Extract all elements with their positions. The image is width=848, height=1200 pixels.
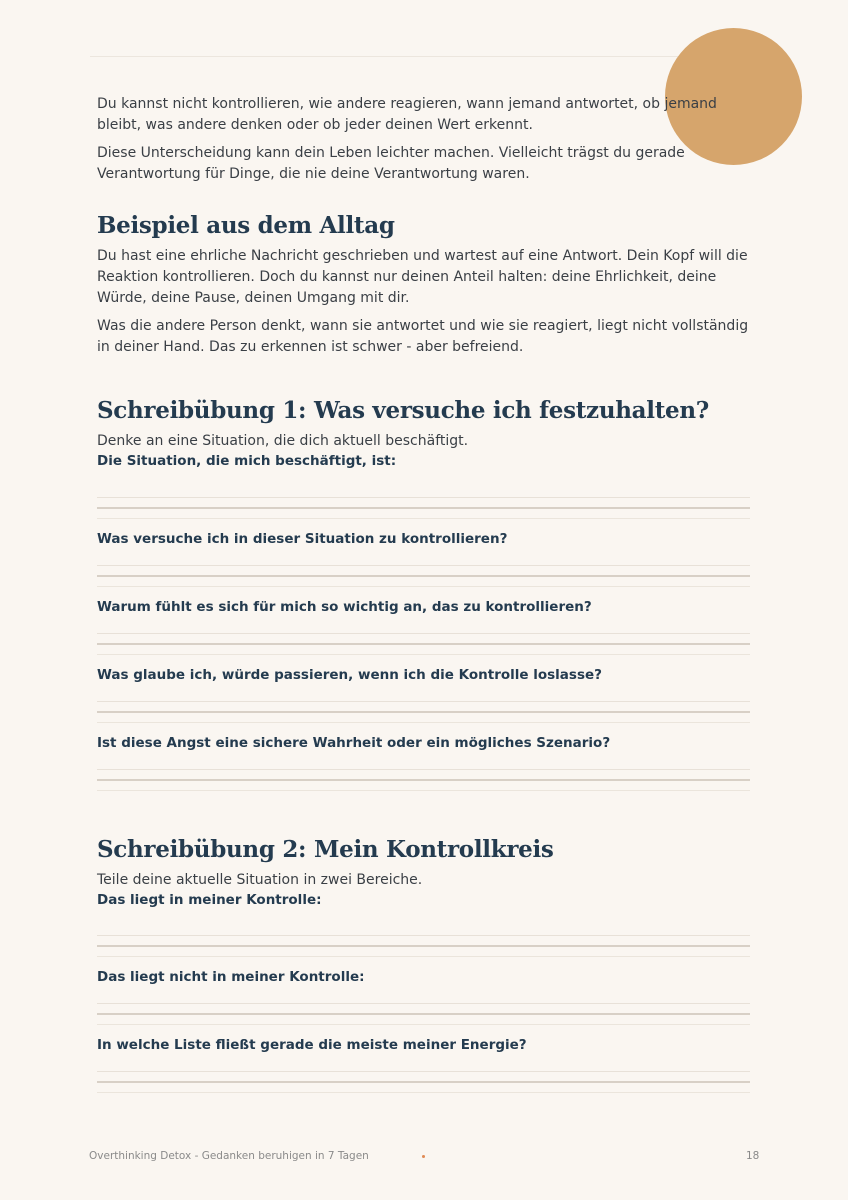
intro-paragraph-1: Du kannst nicht kontrollieren, wie andere reagieren, wann jemand antwortet, ob jemand bleibt, was andere denken oder ob jeder deinen Wert erkennt. — [97, 96, 717, 133]
top-divider — [90, 56, 758, 57]
exercise1-prompt-letgo: Was glaube ich, würde passieren, wenn ich die Kontrolle loslasse? — [97, 667, 602, 683]
writing-lines[interactable] — [97, 1071, 753, 1103]
exercise2-lead: Teile deine aktuelle Situation in zwei Bereiche. — [97, 872, 423, 888]
example-paragraph-2: Was die andere Person denkt, wann sie antwortet und wie sie reagiert, liegt nicht vollständig in deiner Hand. Das zu erkennen ist schwer - aber befreiend. — [97, 318, 749, 355]
page-content — [97, 94, 753, 1103]
exercise1-heading: Schreibübung 1: Was versuche ich festzuhalten? — [97, 397, 709, 424]
writing-lines[interactable] — [97, 701, 753, 733]
exercise2-prompt-not-in-control: Das liegt nicht in meiner Kontrolle: — [97, 969, 365, 985]
exercise1-prompt-control: Was versuche ich in dieser Situation zu kontrollieren? — [97, 531, 508, 547]
footer-dot — [422, 1155, 425, 1158]
exercise2-prompt-energy: In welche Liste fließt gerade die meiste meiner Energie? — [97, 1037, 527, 1053]
exercise2-heading: Schreibübung 2: Mein Kontrollkreis — [97, 836, 554, 863]
exercise1-prompt-why: Warum fühlt es sich für mich so wichtig an, das zu kontrollieren? — [97, 599, 592, 615]
exercise1-lead: Denke an eine Situation, die dich aktuell beschäftigt. — [97, 433, 469, 449]
writing-lines[interactable] — [97, 497, 753, 529]
exercise1-prompt-fear: Ist diese Angst eine sichere Wahrheit oder ein mögliches Szenario? — [97, 735, 611, 751]
example-paragraph-1: Du hast eine ehrliche Nachricht geschrieben und wartest auf eine Antwort. Dein Kopf will die Reaktion kontrollieren. Doch du kannst nur deinen Anteil halten: deine Ehrlichkeit, deine Würde, deine Pause, deinen Umgang mit dir. — [97, 248, 748, 306]
writing-lines[interactable] — [97, 1003, 753, 1035]
writing-lines[interactable] — [97, 769, 753, 801]
page-number: 18 — [746, 1150, 760, 1162]
writing-lines[interactable] — [97, 633, 753, 665]
footer-title: Overthinking Detox - Gedanken beruhigen in 7 Tagen — [89, 1150, 369, 1162]
exercise1-prompt-situation: Die Situation, die mich beschäftigt, ist: — [97, 453, 397, 469]
example-heading: Beispiel aus dem Alltag — [97, 212, 395, 239]
exercise2-prompt-in-control: Das liegt in meiner Kontrolle: — [97, 892, 322, 908]
writing-lines[interactable] — [97, 935, 753, 967]
intro-paragraph-2: Diese Unterscheidung kann dein Leben leichter machen. Vielleicht trägst du gerade Verantwortung für Dinge, die nie deine Verantwortung waren. — [97, 145, 685, 182]
writing-lines[interactable] — [97, 565, 753, 597]
